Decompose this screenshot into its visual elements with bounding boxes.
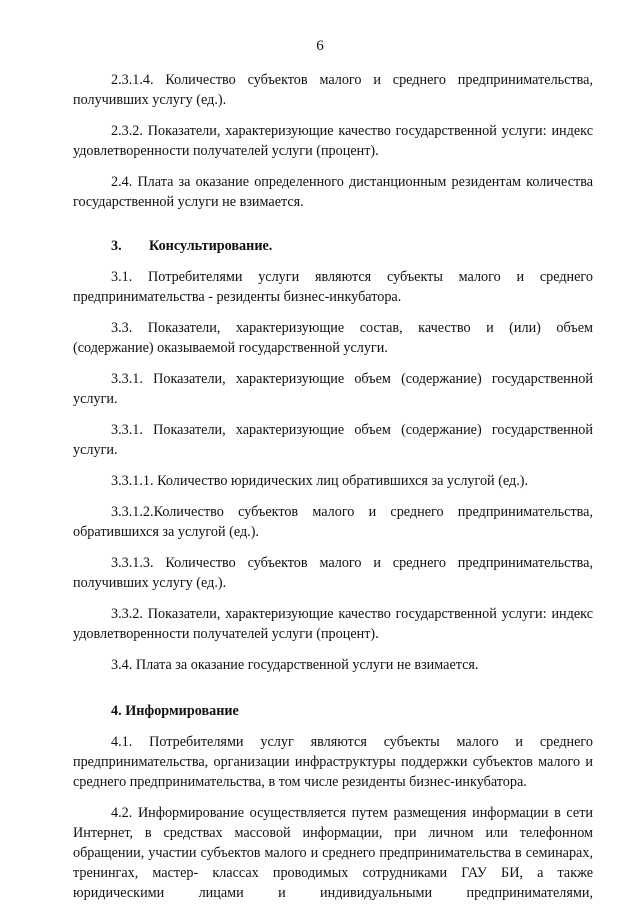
paragraph-4-1: 4.1. Потребителями услуг являются субъекты малого и среднего предпринимательства, организации инфраструктуры поддержки субъектов малого и среднего предпринимательства, в том числе резиденты бизнес-инкубатора. (73, 734, 593, 790)
paragraph-3-3-1-1: 3.3.1.1. Количество юридических лиц обратившихся за услугой (ед.). (111, 473, 529, 489)
section-3-title: Консультирование. (149, 238, 273, 254)
paragraph-3-3: 3.3. Показатели, характеризующие состав, качество и (или) объем (содержание) оказываемой государственной услуги. (73, 320, 593, 356)
paragraph-4-2: 4.2. Информирование осуществляется путем размещения информации в сети Интернет, в средствах массовой информации, при личном или телефонном обращении, участии субъектов малого и среднего предпринимательства в семинарах, тренингах, мастер- классах проводимых сотрудниками ГАУ БИ, а также юридическими лицами и индивидуальными предпринимателями, (73, 805, 593, 901)
document-body (73, 70, 593, 914)
paragraph-3-4: 3.4. Плата за оказание государственной услуги не взимается. (111, 657, 479, 673)
paragraph-3-1: 3.1. Потребителями услуги являются субъекты малого и среднего предпринимательства - резиденты бизнес-инкубатора. (73, 269, 593, 305)
paragraph-3-3-1-b: 3.3.1. Показатели, характеризующие объем (содержание) государственной услуги. (73, 422, 593, 458)
section-3-number: 3. (111, 238, 122, 254)
paragraph-3-3-1-a: 3.3.1. Показатели, характеризующие объем (содержание) государственной услуги. (73, 371, 593, 407)
paragraph-3-3-1-3: 3.3.1.3. Количество субъектов малого и среднего предпринимательства, получивших услугу (ед.). (73, 555, 593, 591)
paragraph-3-3-2: 3.3.2. Показатели, характеризующие качество государственной услуги: индекс удовлетворенности получателей услуги (процент). (73, 606, 593, 642)
paragraph-2-3-2: 2.3.2. Показатели, характеризующие качество государственной услуги: индекс удовлетворенности получателей услуги (процент). (73, 123, 593, 159)
paragraph-2-3-1-4: 2.3.1.4. Количество субъектов малого и среднего предпринимательства, получивших услугу (ед.). (73, 72, 593, 108)
paragraph-3-3-1-2: 3.3.1.2.Количество субъектов малого и среднего предпринимательства, обратившихся за услугой (ед.). (73, 504, 593, 540)
paragraph-2-4: 2.4. Плата за оказание определенного дистанционным резидентам количества государственной услуги не взимается. (73, 174, 593, 210)
section-4-heading: 4. Информирование (111, 703, 239, 719)
page-number: 6 (316, 38, 324, 54)
section-3-heading (73, 236, 593, 256)
